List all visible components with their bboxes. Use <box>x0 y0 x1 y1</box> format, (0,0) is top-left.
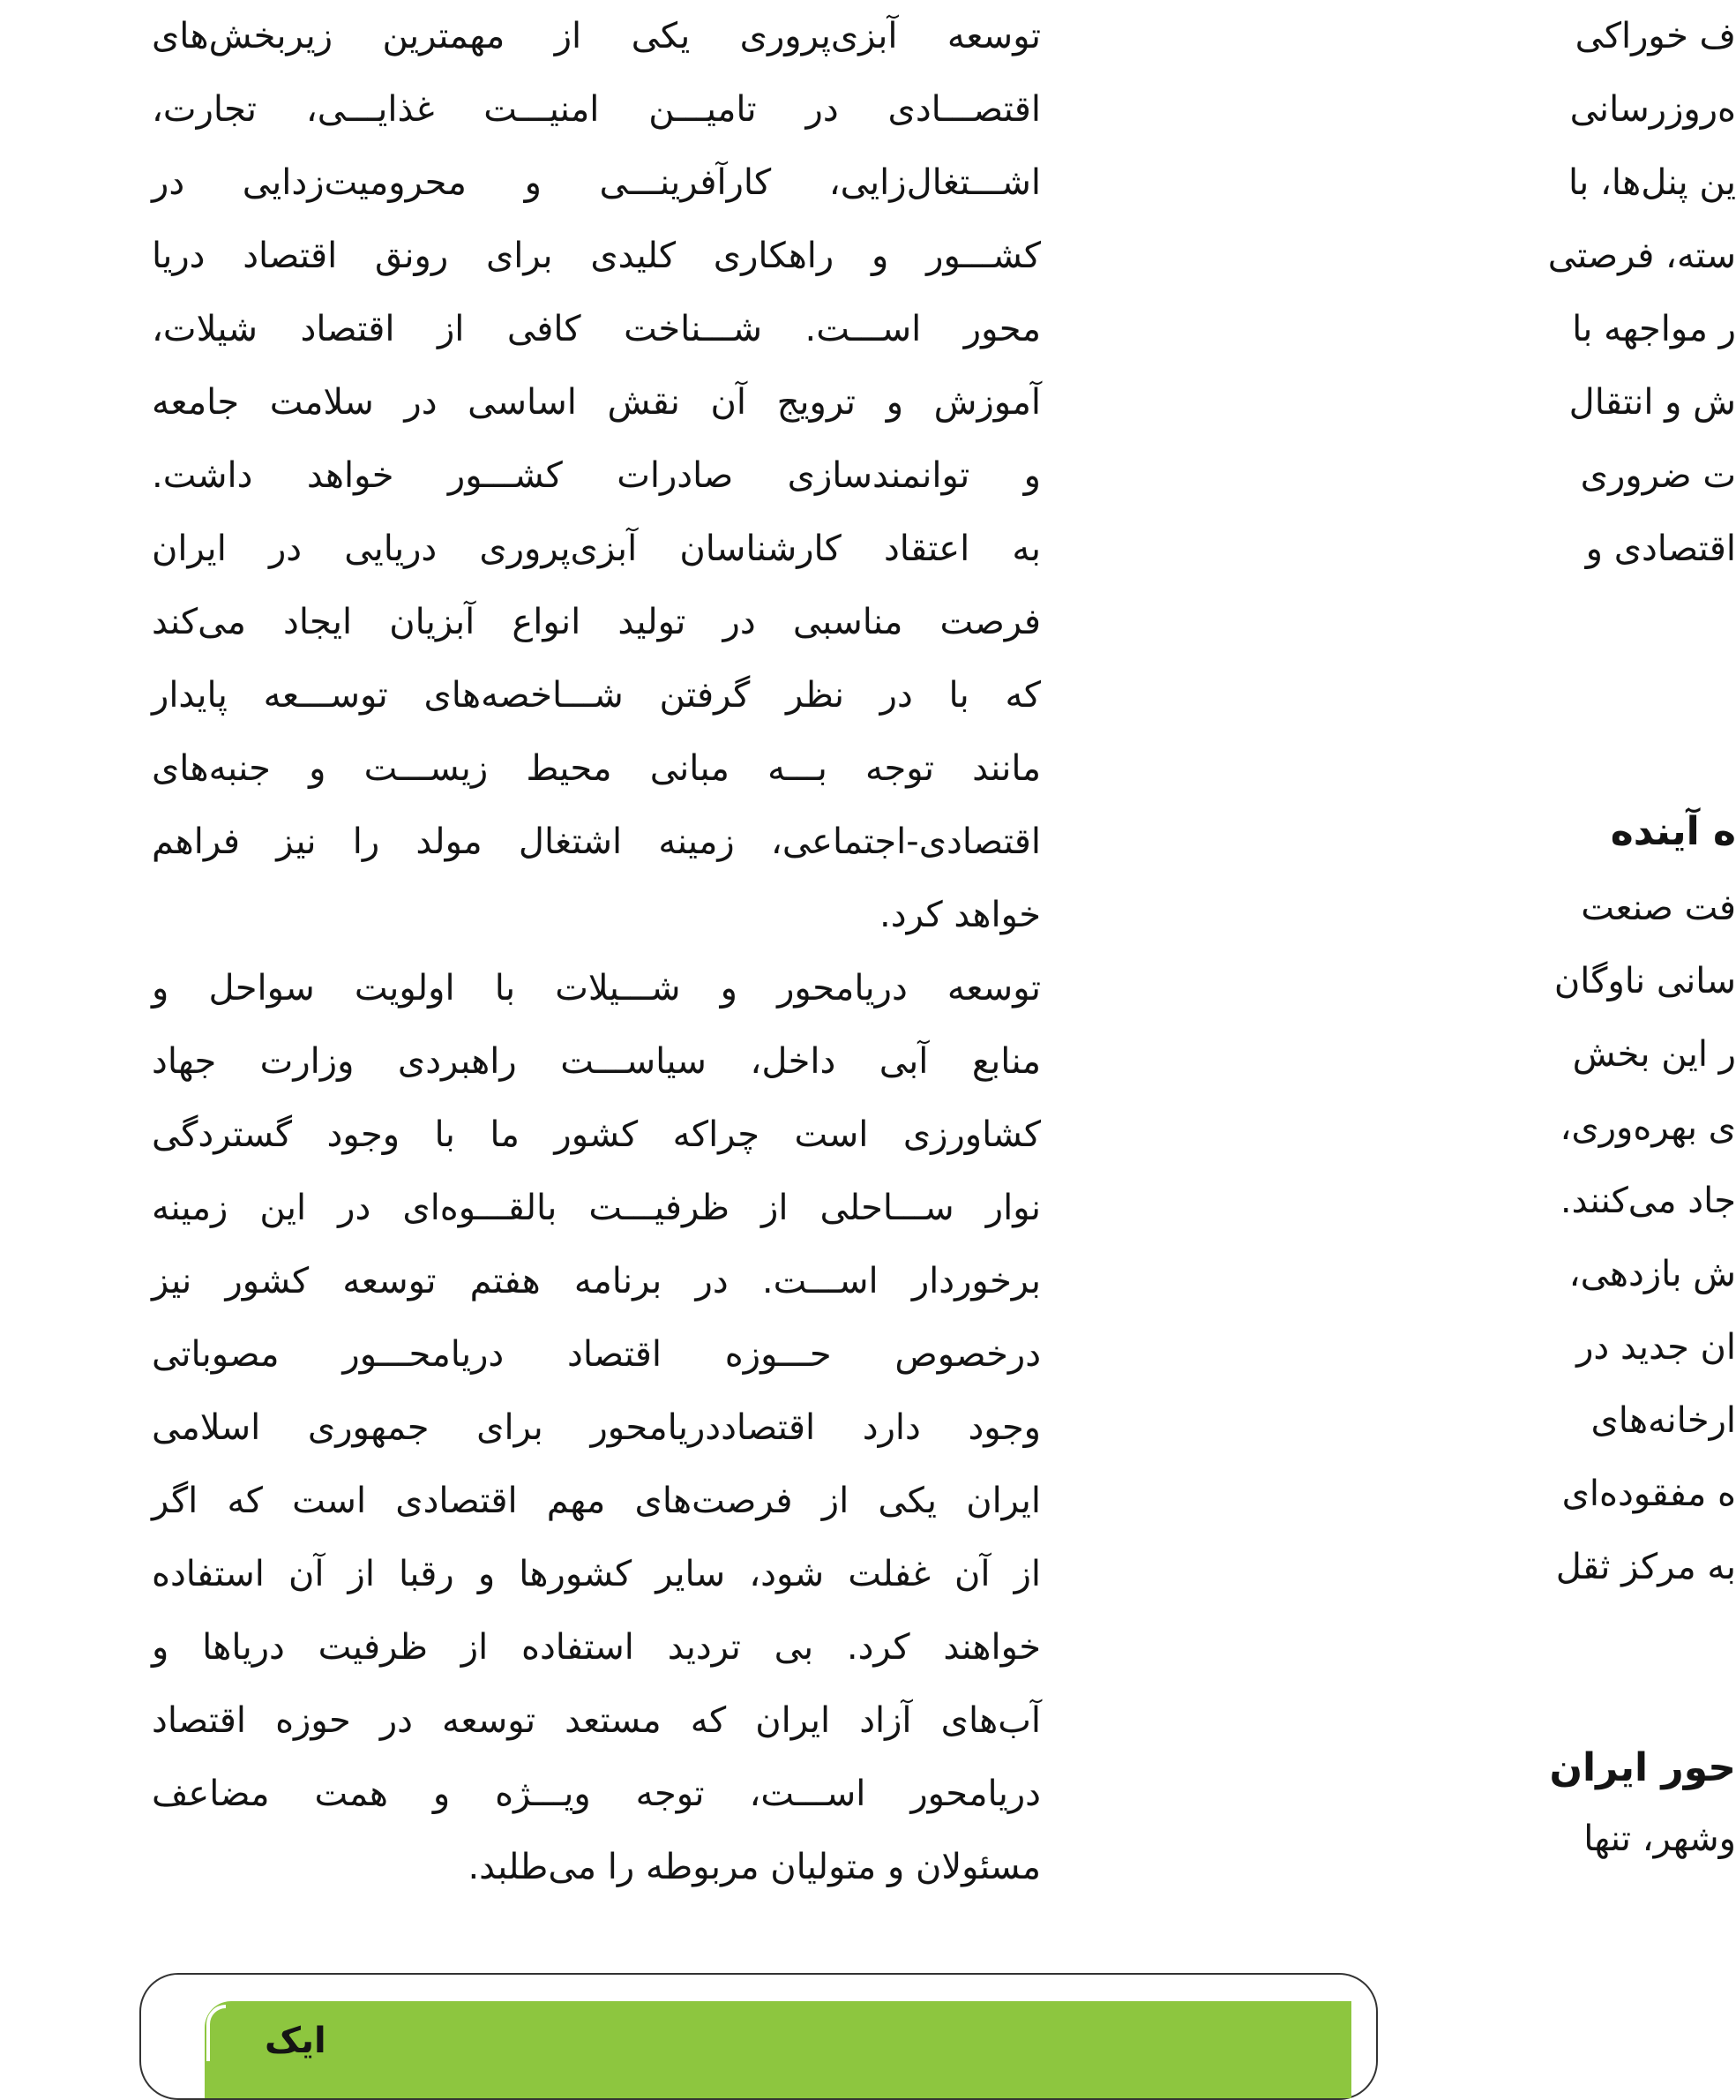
body-text-line: درخصوص حـــوزه اقتصاد دریامحـــور مصوباتی <box>152 1334 1041 1375</box>
body-text-line: اقتصـــادی در تامیـــن امنیـــت غذایـــی، تجارت، <box>152 89 1041 130</box>
adjacent-text-line: ه مفقوده‌ای <box>1561 1474 1736 1514</box>
body-text-line: منابع آبی داخل، سیاســـت راهبردی وزارت جهاد <box>152 1041 1041 1082</box>
body-text-line: نوار ســـاحلی از ظرفیـــت بالقـــوه‌ای در این زمینه <box>152 1188 1041 1228</box>
body-text-line: خواهند کرد. بی تردید استفاده از ظرفیت دریاها و <box>152 1627 1041 1668</box>
adjacent-column-cropped <box>1119 0 1736 1897</box>
body-text-line: و توانمندسازی صادرات کشـــور خواهد داشت. <box>152 455 1041 496</box>
adjacent-text-line: فت صنعت <box>1581 888 1736 928</box>
body-text-line: دریامحور اســـت، توجه ویـــژه و همت مضاعف <box>152 1774 1041 1814</box>
adjacent-text-line: ان جدید در <box>1576 1327 1736 1368</box>
body-text-line: مانند توجه بـــه مبانی محیط زیســـت و جنبه‌های <box>152 748 1041 789</box>
adjacent-text-line: ش بازدهی، <box>1568 1254 1736 1294</box>
body-text-line: کشـــور و راهکاری کلیدی برای رونق اقتصاد دریا <box>152 236 1041 276</box>
boxout-label: ایک <box>265 2021 326 2061</box>
adjacent-text-line: اقتصادی و <box>1585 529 1736 569</box>
adjacent-text-line: ه‌روزرسانی <box>1569 89 1736 130</box>
adjacent-text-line: سانی ناوگان <box>1553 961 1736 1001</box>
body-text-line: آموزش و ترویج آن نقش اساسی در سلامت جامعه <box>152 382 1041 423</box>
adjacent-section-heading: ه آینده <box>1610 809 1736 854</box>
adjacent-text-line: سته، فرصتی <box>1547 236 1736 276</box>
body-text-line: آب‌های آزاد ایران که مستعد توسعه در حوزه اقتصاد <box>152 1700 1041 1741</box>
body-text-line: محور اســـت. شـــناخت کافی از اقتصاد شیلات، <box>152 309 1041 349</box>
body-text-line: ایران یکی از فرصت‌های مهم اقتصادی است که اگر <box>152 1481 1041 1521</box>
main-article-column <box>152 0 1041 1904</box>
boxout-green-bar <box>205 2001 1351 2098</box>
body-text-line: خواهد کرد. <box>879 895 1041 935</box>
adjacent-text-line: به مرکز ثقل <box>1555 1547 1736 1587</box>
adjacent-text-line: جاد می‌کنند. <box>1560 1181 1736 1221</box>
body-text-line: اقتصادی-اجتماعی، زمینه اشتغال مولد را نیز فراهم <box>152 821 1041 862</box>
adjacent-text-line: ف خوراکی <box>1575 16 1736 56</box>
adjacent-text-line: ی بهره‌وری، <box>1560 1107 1736 1148</box>
adjacent-text-line: ارخانه‌های <box>1590 1400 1736 1441</box>
body-text-line: برخوردار اســـت. در برنامه هفتم توسعه کشور نیز <box>152 1261 1041 1301</box>
body-text-line: مسئولان و متولیان مربوطه را می‌طلبد. <box>468 1847 1041 1887</box>
body-text-line: وجود دارد اقتصاددریامحور برای جمهوری اسلامی <box>152 1407 1041 1448</box>
adjacent-text-line: ش و انتقال <box>1568 382 1736 423</box>
body-text-line: که با در نظر گرفتن شـــاخصه‌های توســـعه پایدار <box>152 675 1041 716</box>
body-text-line: به اعتقاد کارشناسان آبزی‌پروری دریایی در ایران <box>152 529 1041 569</box>
body-text-line: اشـــتغال‌زایی، کارآفرینـــی و محرومیت‌زدایی در <box>152 162 1041 203</box>
adjacent-text-line: ر مواجهه با <box>1572 309 1736 349</box>
adjacent-section-heading: حور ایران <box>1549 1745 1736 1790</box>
body-text-line: توسعه دریامحور و شـــیلات با اولویت سواحل و <box>152 968 1041 1009</box>
adjacent-text-line: ت ضروری <box>1580 455 1736 496</box>
adjacent-text-line: وشهر، تنها <box>1583 1819 1736 1859</box>
body-text-line: فرصت مناسبی در تولید انواع آبزیان ایجاد می‌کند <box>152 602 1041 642</box>
adjacent-text-line: ر این بخش <box>1572 1034 1736 1075</box>
body-text-line: کشاورزی است چراکه کشور ما با وجود گستردگی <box>152 1114 1041 1155</box>
adjacent-text-line: ین پنل‌ها، با <box>1568 162 1736 203</box>
boxout-bar-highlight <box>206 2005 226 2061</box>
body-text-line: از آن غفلت شود، سایر کشورها و رقبا از آن استفاده <box>152 1554 1041 1594</box>
body-text-line: توسعه آبزی‌پروری یکی از مهمترین زیربخش‌های <box>152 16 1041 56</box>
